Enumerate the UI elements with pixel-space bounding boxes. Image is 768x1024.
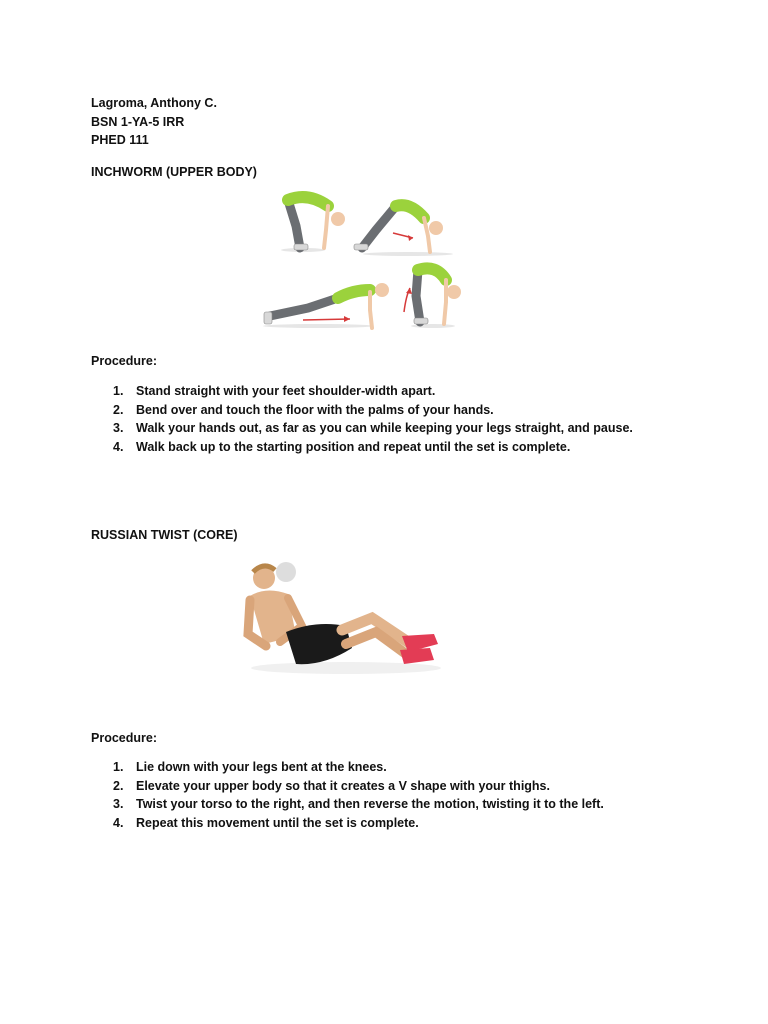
inchworm-illustration (258, 186, 470, 334)
step-number: 1. (113, 384, 124, 398)
step-text: Twist your torso to the right, and then reverse the motion, twisting it to the left. (136, 797, 604, 812)
inchworm-pose-walkout (354, 205, 453, 256)
step-text: Elevate your upper body so that it creates a V shape with your thighs. (136, 778, 550, 793)
exercise-title-inchworm: INCHWORM (UPPER BODY) (91, 165, 257, 179)
list-item (91, 419, 633, 438)
step-text: Repeat this movement until the set is complete. (136, 816, 419, 831)
russian-twist-illustration (236, 556, 448, 684)
list-item (91, 401, 633, 420)
student-section: BSN 1-YA-5 IRR (91, 114, 185, 129)
list-item (91, 438, 633, 457)
step-text: Walk your hands out, as far as you can while keeping your legs straight, and pause. (136, 421, 633, 436)
procedure-list-inchworm (91, 382, 633, 457)
step-number: 4. (113, 440, 124, 455)
step-number: 3. (113, 797, 124, 812)
course-code: PHED 111 (91, 133, 149, 147)
student-info (91, 94, 217, 150)
list-item (91, 777, 604, 796)
inchworm-pose-plank (263, 283, 389, 328)
step-number: 3. (113, 421, 124, 436)
student-name: Lagroma, Anthony C. (91, 96, 217, 110)
procedure-label-russian-twist: Procedure: (91, 731, 157, 745)
step-text: Walk back up to the starting position and repeat until the set is complete. (136, 440, 571, 455)
step-number: 1. (113, 760, 124, 774)
list-item (91, 758, 604, 777)
step-number: 2. (113, 778, 124, 793)
step-text: Lie down with your legs bent at the knees. (136, 760, 387, 774)
step-number: 4. (113, 816, 124, 831)
list-item (91, 382, 633, 401)
exercise-title-russian-twist: RUSSIAN TWIST (CORE) (91, 528, 238, 542)
inchworm-pose-fold-2 (404, 268, 461, 328)
list-item (91, 795, 604, 814)
inchworm-pose-fold-1 (281, 197, 345, 252)
procedure-list-russian-twist (91, 758, 604, 833)
step-text: Stand straight with your feet shoulder-width apart. (136, 384, 436, 398)
step-number: 2. (113, 402, 124, 417)
list-item (91, 814, 604, 833)
procedure-label-inchworm: Procedure: (91, 354, 157, 368)
step-text: Bend over and touch the floor with the palms of your hands. (136, 402, 494, 417)
